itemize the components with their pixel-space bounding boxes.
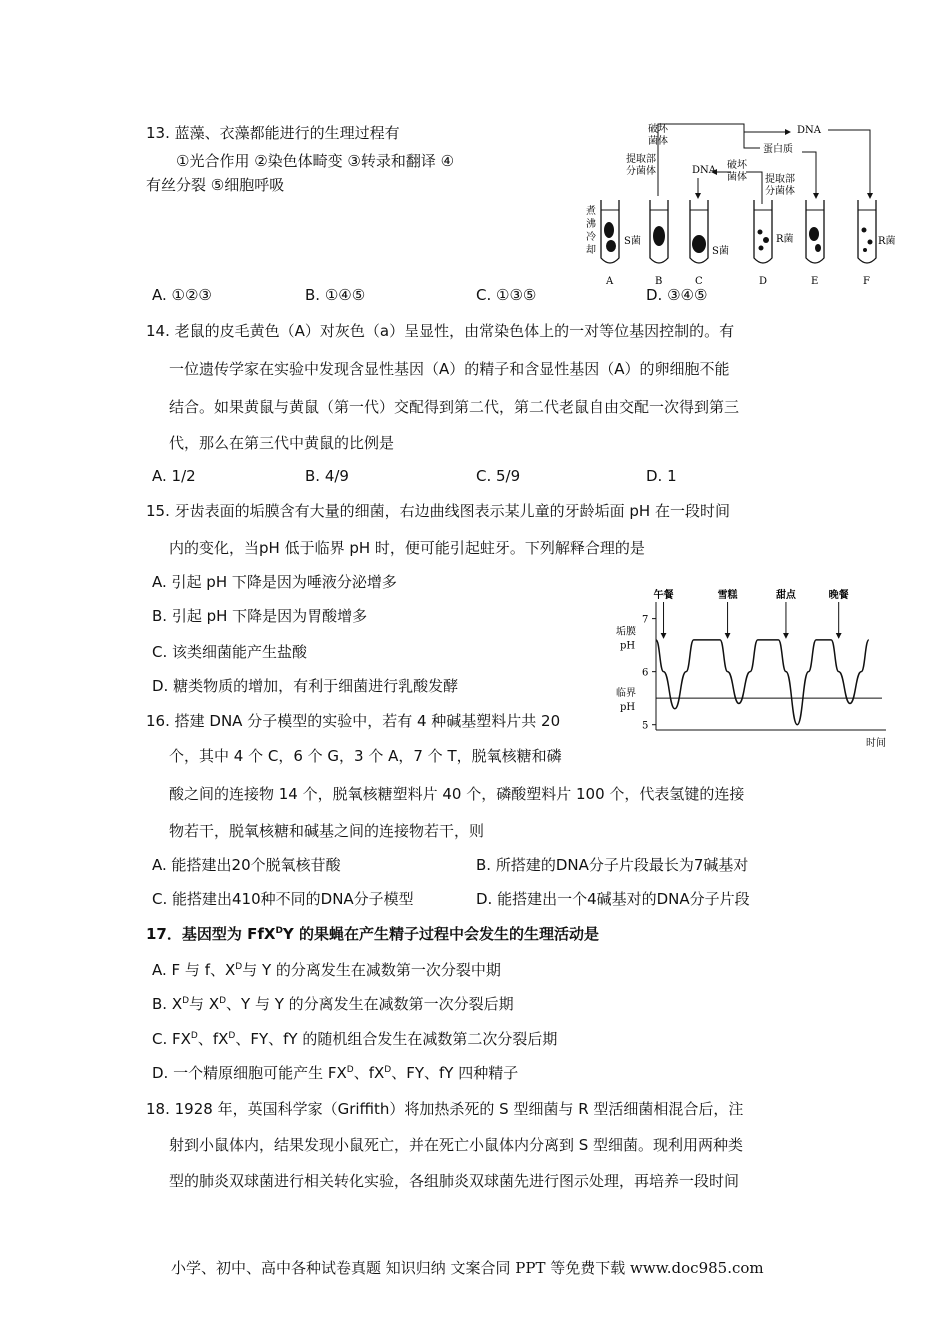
q16-line3: 酸之间的连接物 14 个，脱氧核糖塑料片 40 个，磷酸塑料片 100 个，代表氢键的连接 [169,785,745,803]
q13-items-line2: 有丝分裂 ⑤细胞呼吸 [146,176,285,194]
event-label: 午餐 [653,590,674,601]
transformation-experiment-figure [580,118,896,296]
fig-label-broken-1b: 菌体 [648,136,668,147]
fig-label-boil-4: 却 [586,245,596,256]
q13-option-b: B. ①④⑤ [305,286,366,304]
q16-option-a: A. 能搭建出20个脱氧核苷酸 [152,856,341,874]
q15-option-c: C. 该类细菌能产生盐酸 [152,643,308,661]
q16-line4: 物若干，脱氧核糖和碱基之间的连接物若干，则 [169,822,485,840]
q14-option-d: D. 1 [646,467,677,485]
q17-stem: 17．基因型为 FfX$^D$Y 的果蝇在产生精子过程中会发生的生理活动是 [146,925,600,943]
fig-label-boil-3: 冷 [586,232,596,243]
fig-label-broken-2: 破坏 [727,160,747,171]
tube-label-c: C [695,276,703,287]
q14-option-a: A. 1/2 [152,467,196,485]
y-tick-label: 7 [642,614,649,626]
q13-items-line1: ①光合作用 ②染色体畸变 ③转录和翻译 ④ [176,152,455,170]
q16-option-b: B. 所搭建的DNA分子片段最长为7碱基对 [476,856,749,874]
y-axis-label-unit: pH [620,640,636,652]
q15-option-d: D. 糖类物质的增加，有利于细菌进行乳酸发酵 [152,677,459,695]
q15-option-b: B. 引起 pH 下降是因为胃酸增多 [152,607,368,625]
y-tick-label: 6 [642,667,649,679]
ph-chart [612,580,894,752]
q16-option-d: D. 能搭建出一个4碱基对的DNA分子片段 [476,890,750,908]
q18-line2: 射到小鼠体内，结果发现小鼠死亡，并在死亡小鼠体内分离到 S 型细菌。现利用两种类 [169,1136,744,1154]
fig-label-r-f: R菌 [878,236,896,247]
tube-label-f: F [863,276,870,287]
tube-f [858,200,876,263]
fig-label-extract-1b: 分菌体 [626,166,656,177]
q14-line2: 一位遗传学家在实验中发现含显性基因（A）的精子和含显性基因（A）的卵细胞不能 [169,360,730,378]
q14-line1: 14. 老鼠的皮毛黄色（A）对灰色（a）呈显性，由常染色体上的一对等位基因控制的。有 [146,322,735,340]
fig-label-extract-1: 提取部 [626,154,656,165]
q13-option-a: A. ①②③ [152,286,212,304]
tube-label-d: D [759,276,768,287]
q13-option-d: D. ③④⑤ [646,286,708,304]
q15-line1: 15. 牙齿表面的垢膜含有大量的细菌，右边曲线图表示某儿童的牙龄垢面 pH 在一段时间 [146,502,730,520]
q17-option-a: A. F 与 f、$X^D$与 Y 的分离发生在减数第一次分裂中期 [152,961,501,979]
fig-label-protein: 蛋白质 [763,144,793,155]
q14-option-c: C. 5/9 [476,467,521,485]
fig-label-boil-2: 沸 [586,219,596,230]
tube-label-b: B [655,276,663,287]
event-label: 雪糕 [717,590,738,601]
critical-ph-label-unit: pH [620,702,636,714]
fig-label-boil-1: 煮 [586,206,596,217]
y-tick-label: 5 [642,720,649,732]
q18-line1: 18. 1928 年，英国科学家（Griffith）将加热杀死的 S 型细菌与 R 型活细菌相混合后，注 [146,1100,744,1118]
y-axis-label: 垢膜 [616,626,636,638]
tube-label-a: A [606,276,614,287]
ph-curve [656,640,869,725]
critical-ph-label: 临界 [616,688,636,700]
fig-label-extract-2b: 分菌体 [765,186,795,197]
tube-label-e: E [811,276,819,287]
q18-line3: 型的肺炎双球菌进行相关转化实验，各组肺炎双球菌先进行图示处理，再培养一段时间 [169,1172,740,1190]
q16-line2: 个，其中 4 个 C，6 个 G，3 个 A，7 个 T，脱氧核糖和磷 [169,747,562,765]
fig-label-s-c: S菌 [712,246,729,257]
fig-label-r-d: R菌 [776,234,794,245]
q17-option-c: C. $FX^D$、$fX^D$、FY、fY 的随机组合发生在减数第二次分裂后期 [152,1030,558,1048]
q15-option-a: A. 引起 pH 下降是因为唾液分泌增多 [152,573,397,591]
x-axis-label: 时间 [866,738,886,749]
q14-line3: 结合。如果黄鼠与黄鼠（第一代）交配得到第二代，第二代老鼠自由交配一次得到第三 [169,398,740,416]
q17-option-b: B. $X^D$与 $X^D$、Y 与 Y 的分离发生在减数第一次分裂后期 [152,995,514,1013]
page-footer: 小学、初中、高中各种试卷真题 知识归纳 文案合同 PPT 等免费下载 www.doc985.com [171,1259,764,1277]
fig-label-dna-top: DNA [797,125,821,136]
fig-label-broken-2b: 菌体 [727,172,747,183]
q17-option-d: D. 一个精原细胞可能产生 $FX^D$、$fX^D$、FY、fY 四种精子 [152,1064,519,1082]
fig-label-s-b: S菌 [624,236,641,247]
q14-option-b: B. 4/9 [305,467,349,485]
q16-option-c: C. 能搭建出410种不同的DNA分子模型 [152,890,414,908]
fig-label-broken-1: 破坏 [648,124,668,135]
q15-line2: 内的变化，当pH 低于临界 pH 时，便可能引起蛀牙。下列解释合理的是 [169,539,645,557]
event-label: 晚餐 [828,590,849,601]
fig-label-dna-mid: DNA [692,165,716,176]
q14-line4: 代，那么在第三代中黄鼠的比例是 [169,434,395,452]
fig-label-extract-2: 提取部 [765,174,795,185]
tube-c [690,200,708,263]
q13-option-c: C. ①③⑤ [476,286,537,304]
q16-line1: 16. 搭建 DNA 分子模型的实验中，若有 4 种碱基塑料片共 20 [146,712,561,730]
tube-d [754,200,772,263]
q13-stem: 13. 蓝藻、衣藻都能进行的生理过程有 [146,124,400,142]
event-label: 甜点 [775,590,796,601]
